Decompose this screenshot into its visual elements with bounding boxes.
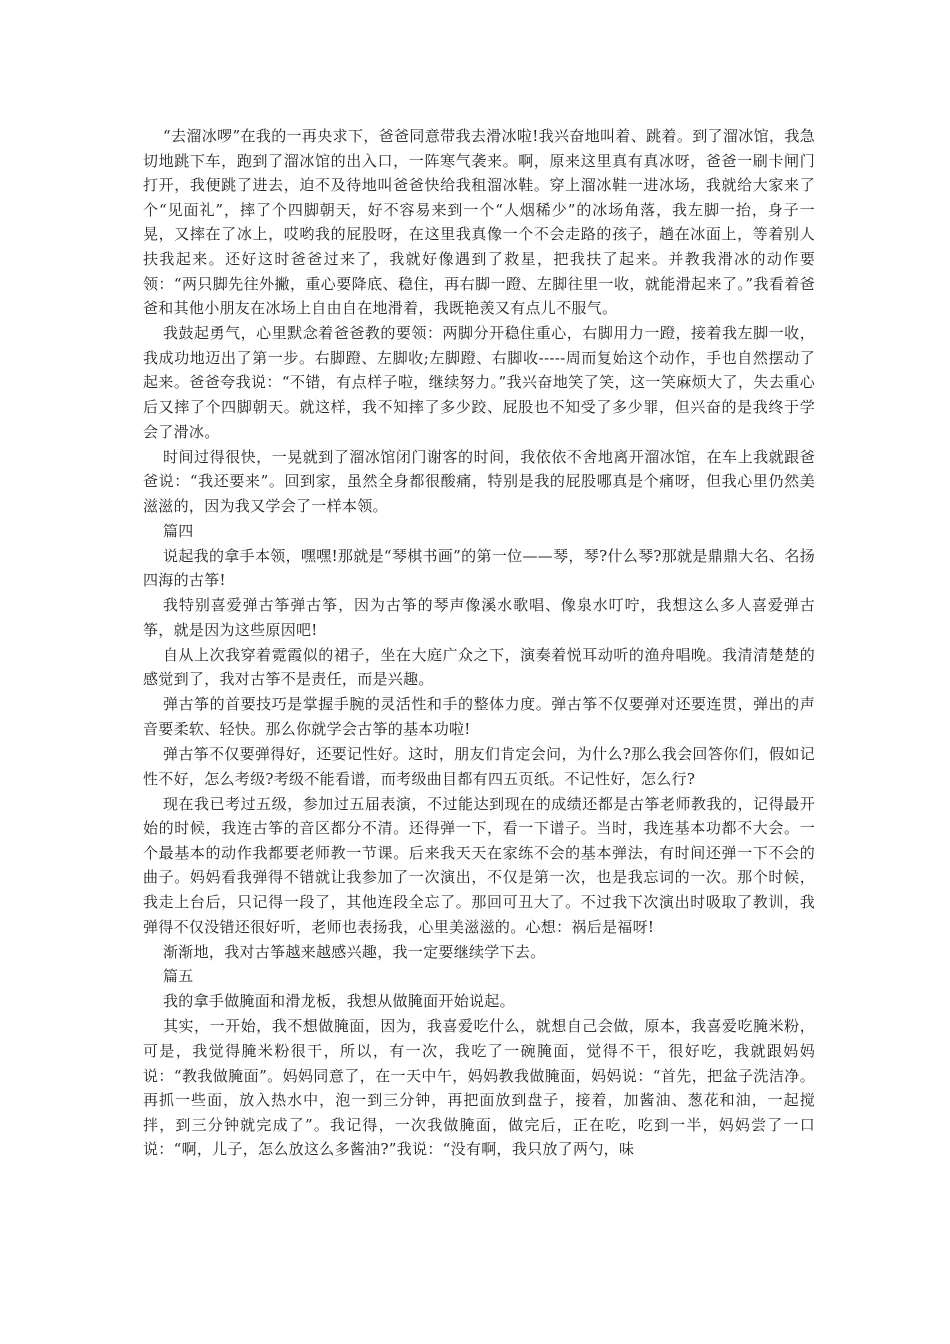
section-heading: 篇五 (163, 967, 194, 986)
paragraph: 我鼓起勇气，心里默念着爸爸教的要领：两脚分开稳住重心，右脚用力一蹬，接着我左脚一收，我成功地迈出了第一步。右脚蹬、左脚收;左脚蹬、右脚收-----周而复始这个动作，手也自然摆动了起来。爸爸夸我说：“不错，有点样子啦，继续努力。”我兴奋地笑了笑，这一笑麻烦大了，失去重心后又摔了个四脚朝天。就这样，我不知摔了多少跤、屁股也不知受了多少罪，但兴奋的是我终于学会了滑冰。 (143, 324, 815, 441)
paragraph: 现在我已考过五级，参加过五届表演，不过能达到现在的成绩还都是古筝老师教我的，记得最开始的时候，我连古筝的音区都分不清。还得弹一下，看一下谱子。当时，我连基本功都不大会。一个最基本的动作我都要老师教一节课。后来我天天在家练不会的基本弹法，有时间还弹一下不会的曲子。妈妈看我弹得不错就让我参加了一次演出，不仅是第一次，也是我忘词的一次。那个时候，我走上台后，只记得一段了，其他连段全忘了。那回可丑大了。不过我下次演出时吸取了教训，我弹得不仅没错还很好听，老师也表扬我，心里美滋滋的。心想：祸后是福呀! (143, 794, 815, 936)
paragraph: 弹古筝不仅要弹得好，还要记性好。这时，朋友们肯定会问，为什么?那么我会回答你们，假如记性不好，怎么考级?考级不能看谱，而考级曲目都有四五页纸。不记性好，怎么行? (143, 744, 815, 788)
paragraph: 说起我的拿手本领，嘿嘿!那就是“琴棋书画”的第一位——琴，琴?什么琴?那就是鼎鼎大名、名扬四海的古筝! (143, 546, 815, 590)
paragraph: 时间过得很快，一晃就到了溜冰馆闭门谢客的时间，我依依不舍地离开溜冰馆，在车上我就跟爸爸说：“我还要来”。回到家，虽然全身都很酸痛，特别是我的屁股哪真是个痛呀，但我心里仍然美滋滋的，因为我又学会了一样本领。 (143, 447, 815, 515)
paragraph: 自从上次我穿着霓霞似的裙子，坐在大庭广众之下，演奏着悦耳动听的渔舟唱晚。我清清楚楚的感觉到了，我对古筝不是责任，而是兴趣。 (143, 645, 815, 689)
paragraph: 弹古筝的首要技巧是掌握手腕的灵活性和手的整体力度。弹古筝不仅要弹对还要连贯，弹出的声音要柔软、轻快。那么你就学会古筝的基本功啦! (143, 695, 815, 738)
paragraph: 我特别喜爱弹古筝弹古筝，因为古筝的琴声像溪水歌唱、像泉水叮咛，我想这么多人喜爱弹古筝，就是因为这些原因吧! (143, 596, 815, 639)
paragraph: 我的拿手做腌面和滑龙板，我想从做腌面开始说起。 (163, 992, 515, 1011)
document-body (143, 124, 815, 1162)
paragraph: “去溜冰啰”在我的一再央求下，爸爸同意带我去滑冰啦!我兴奋地叫着、跳着。到了溜冰馆，我急切地跳下车，跑到了溜冰馆的出入口，一阵寒气袭来。啊，原来这里真有真冰呀，爸爸一刷卡闸门打开，我便跳了进去，迫不及待地叫爸爸快给我租溜冰鞋。穿上溜冰鞋一进冰场，我就给大家来了个“见面礼”，摔了个四脚朝天，好不容易来到一个“人烟稀少”的冰场角落，我左脚一抬，身子一晃，又摔在了冰上，哎哟我的屁股呀，在这里我真像一个不会走路的孩子，趟在冰面上，等着别人扶我起来。还好这时爸爸过来了，我就好像遇到了救星，把我扶了起来。并教我滑冰的动作要领：“两只脚先往外撇，重心要降底、稳住，再右脚一蹬、左脚往里一收，就能滑起来了。”我看着爸爸和其他小朋友在冰场上自由自在地滑着，我既艳羡又有点儿不服气。 (143, 127, 815, 318)
paragraph: 渐渐地，我对古筝越来越感兴趣，我一定要继续学下去。 (163, 942, 546, 961)
section-heading: 篇四 (163, 521, 194, 540)
paragraph: 其实，一开始，我不想做腌面，因为，我喜爱吃什么，就想自己会做，原本，我喜爱吃腌米粉，可是，我觉得腌米粉很干，所以，有一次，我吃了一碗腌面，觉得不干，很好吃，我就跟妈妈说：“教我做腌面”。妈妈同意了，在一天中午，妈妈教我做腌面，妈妈说：“首先，把盆子洗洁净。再抓一些面，放入热水中，泡一到三分钟，再把面放到盘子，接着，加酱油、葱花和油，一起搅拌，到三分钟就完成了”。我记得，一次我做腌面，做完后，正在吃，吃到一半，妈妈尝了一口说：“啊，儿子，怎么放这么多酱油?”我说：“没有啊，我只放了两勺，味 (143, 1017, 815, 1159)
